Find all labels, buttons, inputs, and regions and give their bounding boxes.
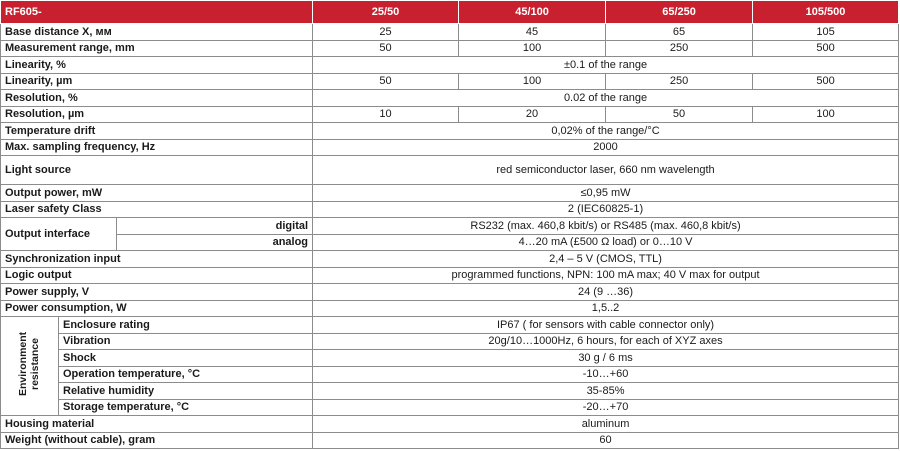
cell-value: 500 xyxy=(753,40,899,57)
cell-value: 250 xyxy=(606,73,753,90)
row-label: Light source xyxy=(1,156,313,185)
table-row xyxy=(1,139,899,156)
table-row xyxy=(1,201,899,218)
environment-group-label: Environment resistance xyxy=(1,317,59,416)
cell-value: 0.02 of the range xyxy=(313,90,899,107)
cell-value: ±0.1 of the range xyxy=(313,57,899,74)
cell-value: 50 xyxy=(313,73,459,90)
cell-value: IP67 ( for sensors with cable connector only) xyxy=(313,317,899,334)
cell-value: 100 xyxy=(459,40,606,57)
row-label: Operation temperature, °C xyxy=(59,366,313,383)
model-header: RF605- xyxy=(1,1,313,24)
table-row xyxy=(1,366,899,383)
cell-value: 2,4 – 5 V (CMOS, TTL) xyxy=(313,251,899,268)
row-label: Shock xyxy=(59,350,313,367)
row-label: Laser safety Class xyxy=(1,201,313,218)
table-row xyxy=(1,383,899,400)
cell-value: 100 xyxy=(753,106,899,123)
cell-value: 24 (9 …36) xyxy=(313,284,899,301)
cell-value: aluminum xyxy=(313,416,899,433)
cell-value: 4…20 mA (£500 Ω load) or 0…10 V xyxy=(313,234,899,251)
column-header: 65/250 xyxy=(606,1,753,24)
cell-value: 250 xyxy=(606,40,753,57)
row-label: Storage temperature, °C xyxy=(59,399,313,416)
cell-value: 20g/10…1000Hz, 6 hours, for each of XYZ axes xyxy=(313,333,899,350)
row-label: Max. sampling frequency, Hz xyxy=(1,139,313,156)
table-row xyxy=(1,333,899,350)
table-row xyxy=(1,416,899,433)
row-label: Temperature drift xyxy=(1,123,313,140)
cell-value: ≤0,95 mW xyxy=(313,185,899,202)
table-row xyxy=(1,317,899,334)
cell-value: 0,02% of the range/°C xyxy=(313,123,899,140)
table-row xyxy=(1,399,899,416)
column-header: 105/500 xyxy=(753,1,899,24)
row-label: Synchronization input xyxy=(1,251,313,268)
cell-value: 2000 xyxy=(313,139,899,156)
cell-value: 20 xyxy=(459,106,606,123)
header-row xyxy=(1,1,899,24)
table-row xyxy=(1,90,899,107)
table-row xyxy=(1,251,899,268)
cell-value: 25 xyxy=(313,24,459,41)
row-label: Base distance X, мм xyxy=(1,24,313,41)
sub-label-analog: analog xyxy=(117,234,313,251)
table-row xyxy=(1,185,899,202)
row-label: Enclosure rating xyxy=(59,317,313,334)
cell-value: 60 xyxy=(313,432,899,449)
cell-value: 50 xyxy=(313,40,459,57)
table-row xyxy=(1,156,899,185)
table-row xyxy=(1,123,899,140)
table-row xyxy=(1,218,899,235)
cell-value: -10…+60 xyxy=(313,366,899,383)
cell-value: RS232 (max. 460,8 kbit/s) or RS485 (max. 460,8 kbit/s) xyxy=(313,218,899,235)
sub-label-digital: digital xyxy=(117,218,313,235)
cell-value: 105 xyxy=(753,24,899,41)
row-label: Output power, mW xyxy=(1,185,313,202)
row-label: Power consumption, W xyxy=(1,300,313,317)
table-row xyxy=(1,73,899,90)
cell-value: red semiconductor laser, 660 nm wavelength xyxy=(313,156,899,185)
cell-value: 500 xyxy=(753,73,899,90)
cell-value: 30 g / 6 ms xyxy=(313,350,899,367)
cell-value: 2 (IEC60825-1) xyxy=(313,201,899,218)
row-label: Linearity, % xyxy=(1,57,313,74)
cell-value: 35-85% xyxy=(313,383,899,400)
row-label: Logic output xyxy=(1,267,313,284)
cell-value: 65 xyxy=(606,24,753,41)
row-label: Housing material xyxy=(1,416,313,433)
column-header: 45/100 xyxy=(459,1,606,24)
row-label: Vibration xyxy=(59,333,313,350)
table-row xyxy=(1,350,899,367)
table-row xyxy=(1,234,899,251)
table-row xyxy=(1,106,899,123)
cell-value: 10 xyxy=(313,106,459,123)
row-label: Measurement range, mm xyxy=(1,40,313,57)
table-row xyxy=(1,432,899,449)
table-row xyxy=(1,24,899,41)
row-label: Power supply, V xyxy=(1,284,313,301)
cell-value: programmed functions, NPN: 100 mA max; 40 V max for output xyxy=(313,267,899,284)
column-header: 25/50 xyxy=(313,1,459,24)
row-label: Linearity, µm xyxy=(1,73,313,90)
table-row xyxy=(1,284,899,301)
table-row xyxy=(1,57,899,74)
table-row xyxy=(1,40,899,57)
table-row xyxy=(1,300,899,317)
row-label: Weight (without cable), gram xyxy=(1,432,313,449)
cell-value: 100 xyxy=(459,73,606,90)
row-label: Resolution, µm xyxy=(1,106,313,123)
row-label: Resolution, % xyxy=(1,90,313,107)
row-label: Relative humidity xyxy=(59,383,313,400)
table-row xyxy=(1,267,899,284)
cell-value: 50 xyxy=(606,106,753,123)
row-label: Output interface xyxy=(1,218,117,251)
cell-value: -20…+70 xyxy=(313,399,899,416)
cell-value: 1,5..2 xyxy=(313,300,899,317)
cell-value: 45 xyxy=(459,24,606,41)
